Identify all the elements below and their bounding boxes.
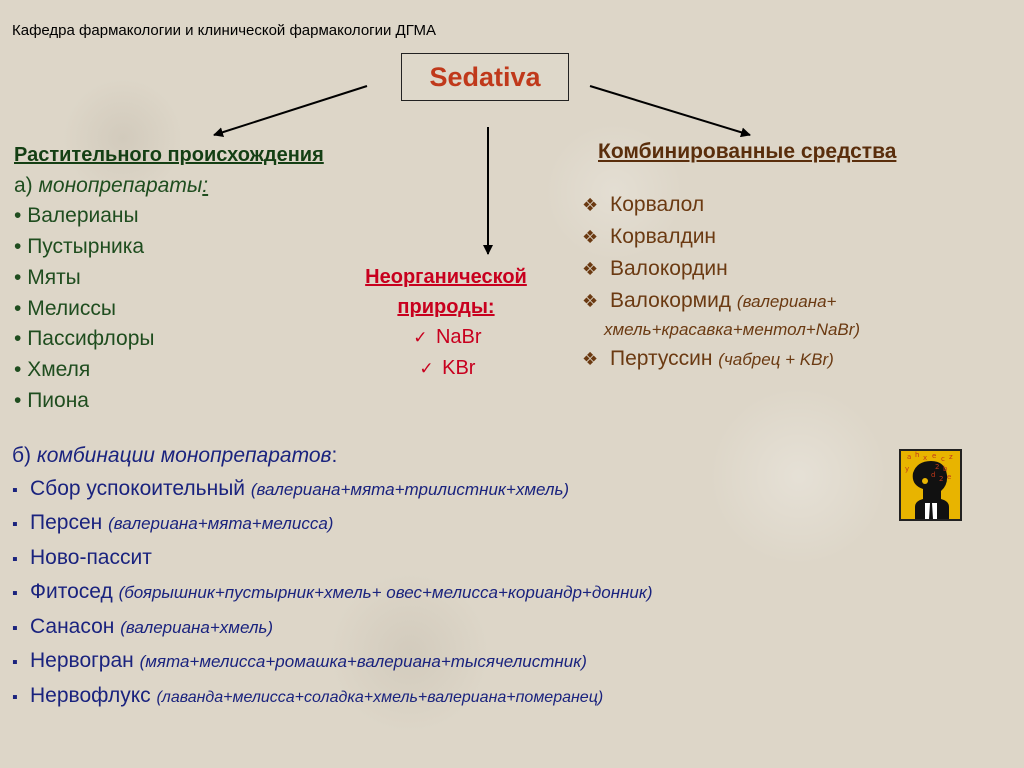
header-text: Кафедра фармакологии и клинической фармакологии ДГМА [12,22,436,39]
combined-note: (валериана+ [736,292,837,311]
combo-item-name: Фитосед [30,580,113,603]
combo-item-note: (боярышник+пустырник+хмель+ овес+мелисса+кориандр+донник) [118,583,653,602]
plant-item: Мяты [27,265,81,289]
list-item [582,343,860,375]
combined-item: Корвалдин [610,225,717,248]
combined-heading: Комбинированные средства [598,140,897,163]
square-bullet-icon: ▪ [12,585,18,602]
svg-text:z: z [949,453,953,461]
list-item [330,322,562,353]
square-bullet-icon: ▪ [12,654,18,671]
list-item [14,386,324,417]
plant-item: Пиона [27,388,89,412]
svg-text:e: e [932,452,937,460]
bullet: • [14,265,22,289]
check-icon: ✓ [419,359,434,378]
svg-text:b: b [943,465,948,473]
combo-item-name: Персен [30,511,103,534]
diamond-icon: ❖ [582,227,599,247]
list-item [12,645,653,680]
plant-item: Хмеля [27,357,91,381]
list-item [330,353,562,384]
combined-item: Пертуссин [610,347,713,370]
combos-label: комбинации монопрепаратов [36,444,332,467]
combos-prefix: б) [12,444,37,467]
bullet: • [14,357,22,381]
inorganic-section [330,262,562,384]
svg-text:c: c [941,455,945,463]
combined-note-cont: хмель+красавка+ментол+NaBr) [604,320,861,339]
list-item [14,324,324,355]
svg-text:x: x [923,454,928,462]
combos-heading [12,440,653,473]
svg-text:y: y [905,465,910,473]
combined-note: (чабрец + KBr) [718,350,834,369]
combo-item-note: (мята+мелисса+ромашка+валериана+тысячелистник) [139,652,587,671]
thinking-head-picture [899,449,962,521]
square-bullet-icon: ▪ [12,481,18,499]
svg-text:2: 2 [935,463,940,471]
svg-text:h: h [915,451,920,459]
list-item [14,294,324,325]
plant-sub-label: монопрепараты [38,173,203,197]
bullet: • [14,204,22,228]
list-item [582,189,860,221]
plant-sub-prefix: а) [14,173,39,197]
square-bullet-icon: ▪ [12,550,18,568]
list-item [12,507,653,542]
plant-heading: Растительного происхождения [14,144,324,166]
arrow-left [214,86,367,135]
list-item [14,232,324,263]
title-text: Sedativa [429,61,541,92]
svg-text:d: d [931,471,936,479]
combo-item-note: (лаванда+мелисса+соладка+хмель+валериана+померанец) [156,688,604,706]
square-bullet-icon: ▪ [12,688,18,706]
combo-item-name: Нервогран [30,649,134,672]
combined-item: Валокормид [610,289,732,312]
plant-section [14,140,324,416]
combos-colon: : [331,444,338,467]
list-item [14,355,324,386]
bullet: • [14,296,22,320]
inorganic-item: KBr [442,357,476,379]
bullet: • [14,327,22,351]
plant-sub-colon: : [202,173,209,197]
combo-item-note: (валериана+мята+мелисса) [108,514,334,533]
arrow-right [590,86,750,135]
list-item [582,285,860,317]
plant-subheading [14,171,324,202]
plant-item: Валерианы [27,204,139,228]
diamond-icon: ❖ [582,349,599,369]
combined-list [582,189,860,375]
combo-item-name: Санасон [30,614,115,638]
list-item [12,473,653,508]
plant-item: Пассифлоры [27,327,155,351]
square-bullet-icon: ▪ [12,516,18,533]
thinking-head-icon [901,451,960,519]
list-item [12,611,653,646]
inorganic-item: NaBr [435,326,482,348]
combined-item: Валокордин [610,257,728,280]
combined-section [598,140,896,164]
combo-item-name: Сбор успокоительный [30,476,246,500]
combo-item-name: Ново-пассит [30,545,152,569]
combo-item-note: (валериана+мята+трилистник+хмель) [250,479,570,499]
combo-item-name: Нервофлукс [30,683,151,707]
check-icon: ✓ [413,328,428,347]
list-item [12,576,653,611]
list-item [12,542,653,577]
inorganic-heading-line1: Неорганической [365,266,527,288]
combined-item: Корвалол [610,193,705,216]
bullet: • [14,235,22,259]
square-bullet-icon: ▪ [12,619,18,637]
plant-item: Мелиссы [27,296,116,320]
list-item [582,253,860,285]
inorganic-heading-line2: природы: [397,296,495,318]
list-item [14,263,324,294]
list-item [12,680,653,715]
diamond-icon: ❖ [582,291,599,311]
combo-item-note: (валериана+хмель) [120,617,274,637]
combos-section [12,440,653,714]
svg-text:e: e [947,473,952,481]
diamond-icon: ❖ [582,195,599,215]
list-item [582,221,860,253]
svg-text:a: a [907,453,912,461]
diamond-icon: ❖ [582,259,599,279]
bullet: • [14,388,22,412]
list-item [14,201,324,232]
svg-text:2: 2 [939,475,944,483]
plant-item: Пустырника [27,235,145,259]
